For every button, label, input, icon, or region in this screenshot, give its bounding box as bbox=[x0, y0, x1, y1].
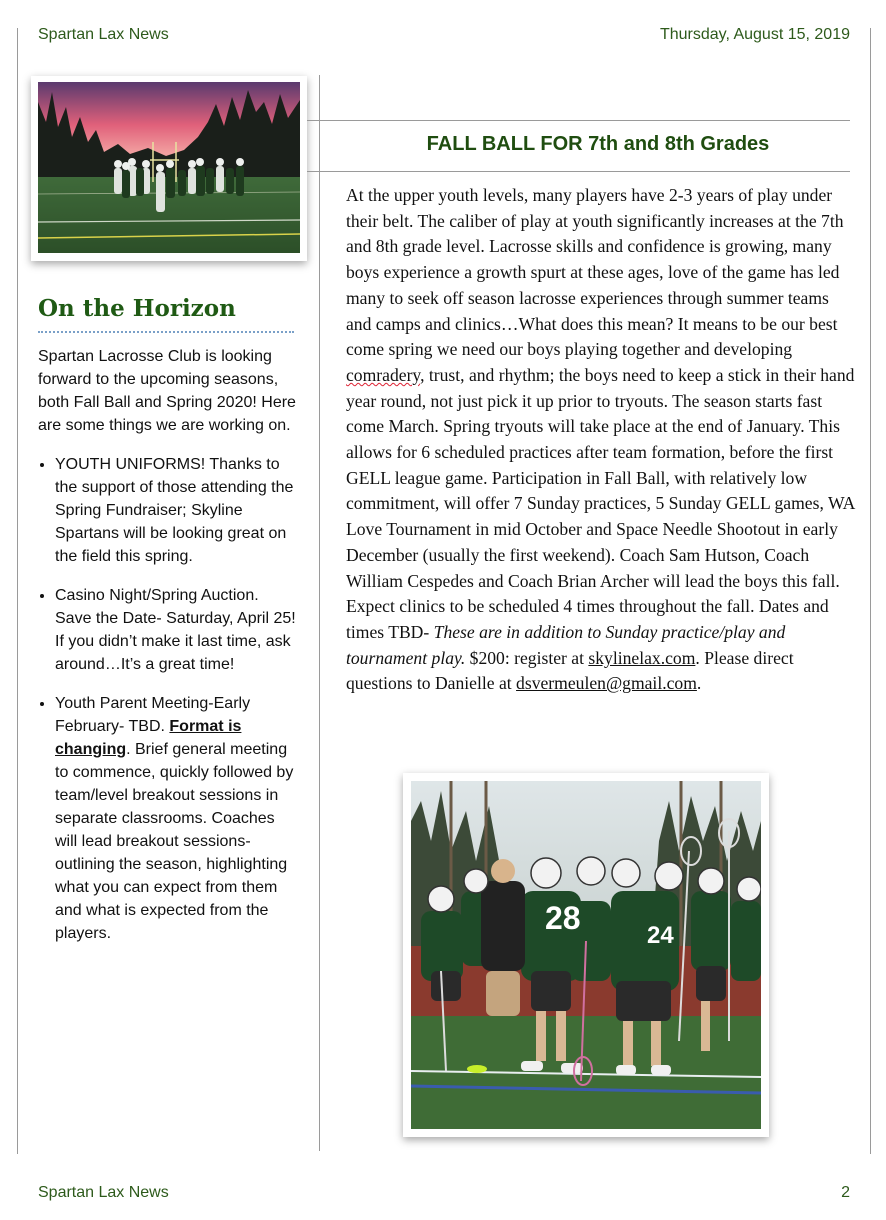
article-italic-note: These are in addition to Sunday practice/play and tournament play. bbox=[346, 621, 786, 668]
article-title-rule-bottom bbox=[307, 171, 850, 172]
team-sunset-photo-image bbox=[38, 82, 300, 253]
bullet-parent-meeting bbox=[55, 692, 296, 945]
sidebar-title: On the Horizon bbox=[38, 295, 236, 322]
spellcheck-flagged-word: comradery bbox=[346, 364, 421, 385]
bullet-youth-uniforms: • YOUTH UNIFORMS! Thanks to the support of those attending the Spring Fundraiser; Skyline Spartans will be looking great on the field this spring. bbox=[55, 453, 296, 568]
article-text-2: , trust, and rhythm; the boys need to keep a stick in their hand year round, not just pick it up prior to tryouts. The season starts fast come March. Spring tryouts will take place at the end of January. This allows for 6 scheduled practices after team formation, before the first GELL league game. Participation in Fall Ball, with relatively low commitment, will offer 7 Sunday practices, 5 Sunday GELL games, WA Love Tournament in mid October and Space Needle Shootout in early December (usually the first weekend). Coach Sam Hutson, Coach William Cespedes and Coach Brian Archer will lead the boys this fall. Expect clinics to be scheduled 4 times throughout the fall. Dates and times TBD- bbox=[346, 364, 855, 642]
bullet-casino-night: • Casino Night/Spring Auction. Save the Date- Saturday, April 25! If you didn’t make it last time, ask around…It’s a great time! bbox=[55, 584, 296, 676]
header-date: Thursday, August 15, 2019 bbox=[659, 26, 850, 43]
article-text-1: At the upper youth levels, many players have 2-3 years of play under their belt. The caliber of play at youth significantly increases at the 7th and 8th grade level. Lacrosse skills and confidence is growing, many boys experience a growth spurt at these ages, love of the game has led many to seek off season lacrosse experiences through summer teams and camps and clinics…What does this mean? It means to be our best come spring we need our boys playing together and developing bbox=[346, 185, 844, 360]
article-text-3: $200: register at bbox=[465, 647, 589, 668]
contact-email-link[interactable]: dsvermeulen@gmail.com bbox=[516, 673, 697, 694]
jersey-number-24: 24 bbox=[647, 922, 674, 949]
article-body bbox=[346, 183, 856, 697]
team-sunset-photo-frame bbox=[31, 76, 307, 261]
article-text-4: . Please direct questions to Danielle at bbox=[346, 647, 794, 694]
page-border-right bbox=[870, 28, 871, 1154]
footer-page-number: 2 bbox=[841, 1184, 850, 1201]
team-huddle-photo bbox=[411, 781, 761, 1129]
format-changing-emphasis: Format is changing bbox=[55, 718, 242, 758]
parent-meeting-text: Youth Parent Meeting-Early February- TBD. bbox=[55, 695, 251, 735]
article-title-rule-top bbox=[307, 120, 850, 121]
page-border-left bbox=[17, 28, 18, 1154]
sidebar-intro: Spartan Lacrosse Club is looking forward to the upcoming seasons, both Fall Ball and Spring 2020! Here are some things we are working on. bbox=[38, 348, 296, 434]
article-paragraph bbox=[346, 183, 856, 697]
registration-link[interactable]: skylinelax.com bbox=[588, 647, 696, 668]
sidebar-bullet-list bbox=[38, 453, 296, 945]
parent-meeting-details: . Brief general meeting to commence, quickly followed by team/level breakout sessions in separate classrooms. Coaches will lead breakout sessions-outlining the season, highlighting what you can expect from them and what is expected from the players. bbox=[55, 741, 294, 942]
team-huddle-photo-frame bbox=[403, 773, 769, 1137]
jersey-number-28: 28 bbox=[545, 900, 581, 936]
team-sunset-photo bbox=[38, 82, 300, 253]
header-newsletter-name: Spartan Lax News bbox=[38, 26, 169, 43]
column-divider bbox=[319, 75, 320, 1151]
sidebar-title-divider bbox=[38, 331, 294, 333]
team-huddle-photo-image bbox=[411, 781, 761, 1129]
footer-newsletter-name: Spartan Lax News bbox=[38, 1184, 169, 1201]
article-title: FALL BALL FOR 7th and 8th Grades bbox=[426, 133, 770, 155]
sidebar-body bbox=[38, 345, 296, 961]
article-text-5: . bbox=[696, 673, 702, 694]
